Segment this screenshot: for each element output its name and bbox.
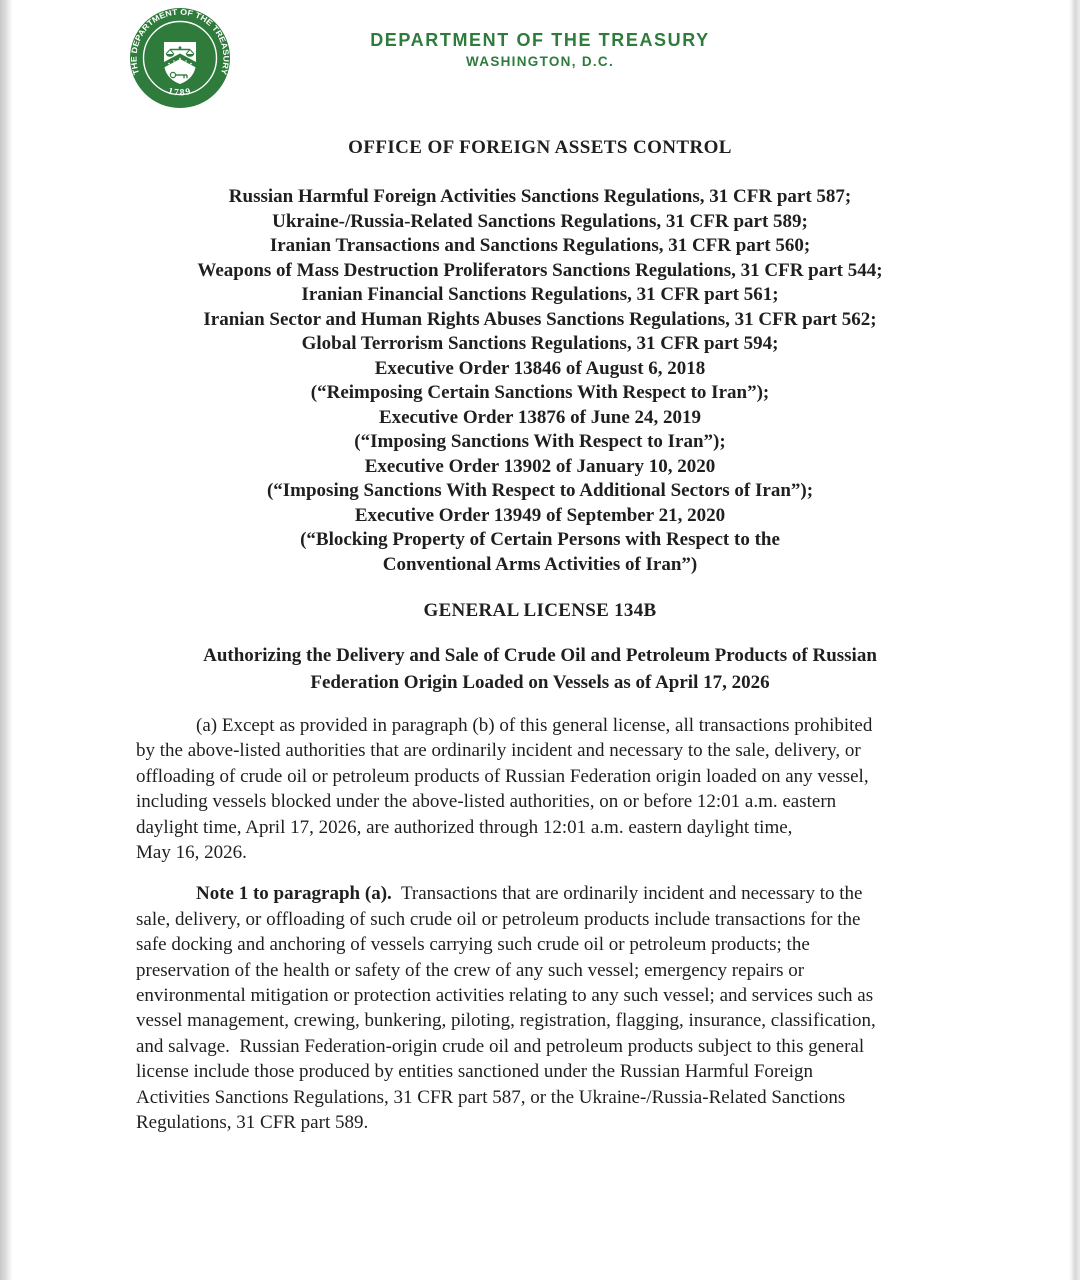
seal-year: 1789 — [166, 86, 194, 99]
note-1-paragraph — [136, 881, 948, 1135]
department-city: WASHINGTON, D.C. — [465, 54, 615, 69]
text-line: and salvage. Russian Federation-origin crude oil and petroleum products subject to this general — [136, 1035, 865, 1057]
text-line: vessel management, crewing, bunkering, piloting, registration, flagging, insurance, classification, — [136, 1010, 876, 1032]
text-line: safe docking and anchoring of vessels carrying such crude oil or petroleum products; the — [136, 934, 810, 956]
note-1-label: Note 1 to paragraph (a). — [196, 883, 392, 905]
authority-line: Iranian Sector and Human Rights Abuses Sanctions Regulations, 31 CFR part 562; — [203, 308, 877, 330]
authority-line: Executive Order 13949 of September 21, 2020 — [354, 504, 726, 526]
text-line: Activities Sanctions Regulations, 31 CFR part 587, or the Ukraine-/Russia-Related Sanctions — [136, 1086, 846, 1108]
text-line: sale, delivery, or offloading of such crude oil or petroleum products include transactions for the — [136, 908, 861, 930]
authority-line: Global Terrorism Sanctions Regulations, 31 CFR part 594; — [301, 333, 779, 354]
page-left-edge-shadow — [0, 0, 13, 1280]
authority-line: Conventional Arms Activities of Iran”) — [382, 553, 698, 575]
authorities-list — [0, 185, 1080, 577]
subject-title-line: Authorizing the Delivery and Sale of Crude Oil and Petroleum Products of Russian — [203, 645, 877, 666]
text-line: by the above-listed authorities that are ordinarily incident and necessary to the sale, delivery, or — [136, 740, 861, 762]
page-right-edge-shadow — [1069, 0, 1080, 1280]
seal-ring-text: THE DEPARTMENT OF THE TREASURY — [129, 7, 231, 76]
license-subject-title — [0, 642, 1080, 696]
text-line: license include those produced by entities sanctioned under the Russian Harmful Foreign — [136, 1061, 813, 1083]
authority-line: (“Imposing Sanctions With Respect to Additional Sectors of Iran”); — [266, 480, 814, 501]
text-line: environmental mitigation or protection activities relating to any such vessel; and services such as — [136, 985, 874, 1007]
paragraph-a — [136, 713, 948, 865]
authority-line: Executive Order 13902 of January 10, 2020 — [364, 455, 716, 477]
text-line: May 16, 2026. — [136, 842, 247, 864]
text-line: (a) Except as provided in paragraph (b) of this general license, all transactions prohibited — [196, 715, 873, 736]
authority-line: (“Imposing Sanctions With Respect to Iran”); — [354, 431, 726, 452]
authority-line: Ukraine-/Russia-Related Sanctions Regulations, 31 CFR part 589; — [272, 210, 808, 232]
authority-line: Russian Harmful Foreign Activities Sanctions Regulations, 31 CFR part 587; — [228, 186, 852, 207]
authority-line: (“Reimposing Certain Sanctions With Respect to Iran”); — [310, 382, 770, 403]
text-line: daylight time, April 17, 2026, are authorized through 12:01 a.m. eastern daylight time, — [136, 816, 793, 838]
text-line: preservation of the health or safety of the crew of any such vessel; emergency repairs or — [136, 959, 805, 981]
authority-line: (“Blocking Property of Certain Persons with Respect to the — [300, 529, 780, 550]
note-1-first-line: Transactions that are ordinarily incident and necessary to the — [391, 883, 863, 905]
text-line: including vessels blocked under the above-listed authorities, on or before 12:01 a.m. eastern — [136, 791, 837, 813]
general-license-heading: GENERAL LICENSE 134B — [423, 600, 657, 621]
department-name: DEPARTMENT OF THE TREASURY — [370, 30, 710, 50]
authority-line: Executive Order 13876 of June 24, 2019 — [378, 406, 702, 428]
office-heading: OFFICE OF FOREIGN ASSETS CONTROL — [348, 137, 732, 158]
authority-line: Executive Order 13846 of August 6, 2018 — [374, 357, 706, 379]
text-line: Regulations, 31 CFR part 589. — [136, 1112, 369, 1134]
text-line — [136, 881, 948, 906]
authority-line: Iranian Financial Sanctions Regulations, 31 CFR part 561; — [301, 284, 779, 305]
treasury-seal-icon — [128, 6, 232, 110]
text-line: offloading of crude oil or petroleum products of Russian Federation origin loaded on any vessel, — [136, 765, 869, 787]
subject-title-line: Federation Origin Loaded on Vessels as of April 17, 2026 — [310, 672, 770, 693]
authority-line: Weapons of Mass Destruction Proliferators Sanctions Regulations, 31 CFR part 544; — [197, 259, 883, 281]
authority-line: Iranian Transactions and Sanctions Regulations, 31 CFR part 560; — [269, 235, 811, 256]
